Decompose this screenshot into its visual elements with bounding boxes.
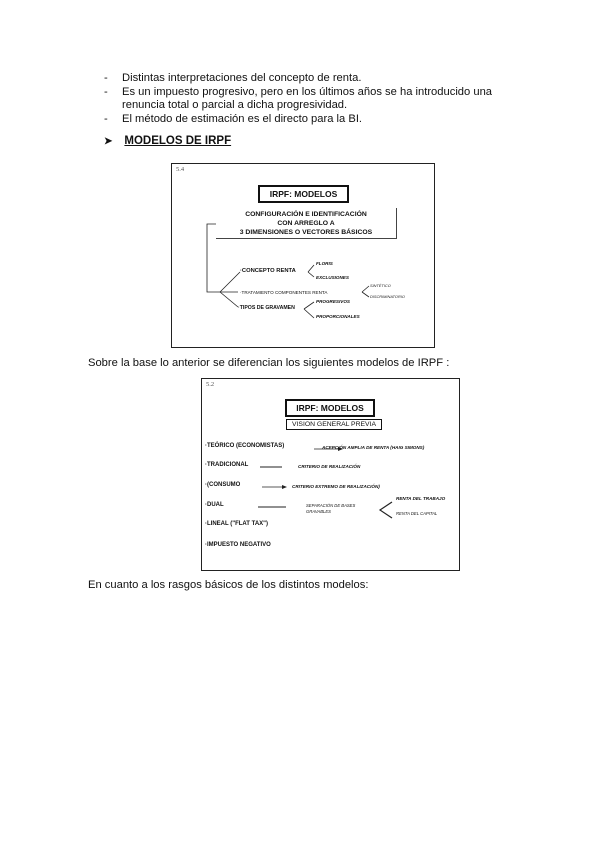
branch-concepto-renta: ·CONCEPTO RENTA	[240, 268, 296, 274]
paragraph: Sobre la base lo anterior se diferencian los siguientes modelos de IRPF :	[88, 357, 450, 369]
model-lineal: ·LINEAL ("FLAT TAX")	[205, 521, 269, 527]
slide-number: 5.4	[176, 166, 185, 173]
model-description: CRITERIO EXTREMO DE REALIZACIÓN)	[292, 484, 380, 489]
arrow-bullet-icon: ➤	[104, 136, 113, 147]
branch-sub-label: EXCLUSIONES	[316, 275, 349, 280]
dual-branch-label: RENTA DEL CAPITAL	[396, 511, 438, 516]
branch-lines	[172, 164, 434, 347]
branch-sub-label: PROGRESIVOS	[316, 299, 350, 304]
branch-sub-label: PROPORCIONALES	[316, 314, 360, 319]
slide-models-dimensions	[171, 163, 435, 348]
dual-branch-label: RENTA DEL TRABAJO	[396, 496, 446, 501]
bullet-text: El método de estimación es el directo para la BI.	[122, 112, 363, 125]
branch-sub-label: FLORIS	[316, 261, 333, 266]
bullet-marker: -	[104, 72, 108, 84]
slide-title: IRPF: MODELOS	[285, 399, 375, 417]
branch-tipos-gravamen: ·TIPOS DE GRAVAMEN	[238, 305, 295, 311]
model-description-line: SEPARACIÓN DE BASES	[306, 503, 356, 508]
bullet-marker: -	[104, 85, 108, 98]
slide-title: IRPF: MODELOS	[258, 185, 349, 203]
model-description: CRITERIO DE REALIZACIÓN	[298, 464, 361, 469]
list-item	[104, 72, 524, 86]
bullet-marker: -	[104, 112, 108, 125]
config-line: 3 DIMENSIONES O VECTORES BÁSICOS	[239, 229, 373, 236]
section-heading-text: MODELOS DE IRPF	[124, 135, 232, 147]
bullet-text: Es un impuesto progresivo, pero en los últimos años se ha introducido una renuncia total o parcial a dicha progresividad.	[122, 85, 493, 111]
model-description-line: GRAVABLES	[306, 508, 331, 514]
paragraph: En cuanto a los rasgos básicos de los distintos modelos:	[88, 579, 369, 591]
config-line: CONFIGURACIÓN E IDENTIFICACIÓN	[245, 211, 367, 218]
model-consumo: ·(CONSUMO	[205, 482, 241, 488]
list-item	[104, 113, 524, 127]
bullet-text: Distintas interpretaciones del concepto de renta.	[122, 72, 362, 84]
branch-sub-label: DISCRIMINATORIO	[370, 294, 405, 299]
vision-box: VISION GENERAL PREVIA	[286, 419, 382, 430]
slide-models-overview	[201, 378, 460, 571]
config-line: CON ARREGLO A	[277, 220, 335, 227]
model-teorico: ·TEÓRICO (ECONOMISTAS)	[205, 443, 285, 449]
model-impuesto-negativo: ·IMPUESTO NEGATIVO	[205, 542, 271, 548]
bullet-list	[104, 72, 524, 126]
slide-number: 5.2	[206, 381, 215, 388]
section-heading	[104, 135, 231, 147]
branch-sub-label: SINTÉTICO	[370, 283, 391, 288]
model-dual: ·DUAL	[205, 502, 224, 508]
branch-tratamiento-componentes: ·TRATAMIENTO COMPONENTES RENTA	[240, 290, 328, 295]
model-tradicional: ·TRADICIONAL	[205, 462, 249, 468]
list-item	[104, 86, 524, 113]
model-description: ACEPCIÓN AMPLIA DE RENTA (HAIG SIMONS)	[322, 445, 425, 450]
model-description	[306, 503, 355, 514]
